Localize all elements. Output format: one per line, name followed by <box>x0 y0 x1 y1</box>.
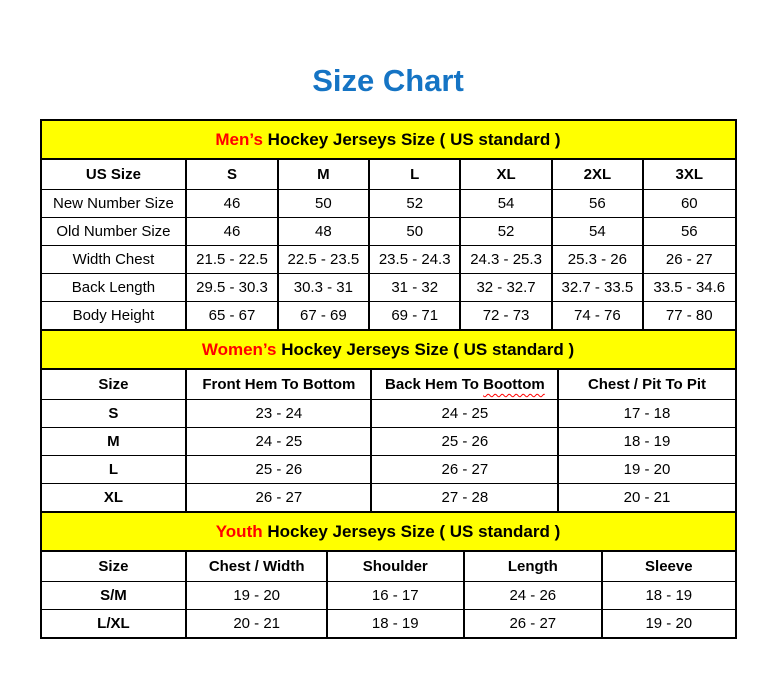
row-label: Body Height <box>42 301 187 329</box>
table-row <box>42 609 735 637</box>
column-header: Chest / Width <box>186 552 327 581</box>
size-value-cell: 50 <box>278 189 369 217</box>
size-value-cell: 48 <box>278 217 369 245</box>
table-row <box>42 217 735 245</box>
table-header-row <box>42 370 735 399</box>
size-value-cell: 24 - 25 <box>371 399 558 427</box>
size-value-cell: 50 <box>369 217 460 245</box>
size-value-cell: 31 - 32 <box>369 273 460 301</box>
size-value-cell: 60 <box>643 189 734 217</box>
size-value-cell: 18 - 19 <box>327 609 464 637</box>
column-header-text: Back Hem To <box>385 375 479 393</box>
size-value-cell: 25 - 26 <box>371 427 558 455</box>
column-header: L <box>369 160 460 189</box>
size-value-cell: 69 - 71 <box>369 301 460 329</box>
table-row <box>42 455 735 483</box>
table-row <box>42 427 735 455</box>
section-header-womens-highlight: Women’s <box>201 340 277 359</box>
size-value-cell: 23.5 - 24.3 <box>369 245 460 273</box>
size-value-cell: 46 <box>186 217 277 245</box>
size-value-cell: 54 <box>552 217 643 245</box>
size-value-cell: 26 - 27 <box>464 609 603 637</box>
size-value-cell: 32.7 - 33.5 <box>552 273 643 301</box>
column-header: Front Hem To Bottom <box>186 370 371 399</box>
section-header-womens-text: Hockey Jerseys Size ( US standard ) <box>281 340 575 359</box>
size-value-cell: 56 <box>643 217 734 245</box>
size-value-cell: 52 <box>369 189 460 217</box>
size-value-cell: 20 - 21 <box>186 609 327 637</box>
table-row <box>42 399 735 427</box>
column-header: 3XL <box>643 160 734 189</box>
table-row <box>42 581 735 609</box>
table-row <box>42 245 735 273</box>
table-header-row <box>42 160 735 189</box>
size-value-cell: 18 - 19 <box>558 427 734 455</box>
page-title: Size Chart <box>312 63 464 98</box>
row-label: Width Chest <box>42 245 187 273</box>
size-value-cell: 17 - 18 <box>558 399 734 427</box>
size-chart-table-group <box>40 119 737 639</box>
size-value-cell: 25.3 - 26 <box>552 245 643 273</box>
table-row <box>42 301 735 329</box>
size-value-cell: 25 - 26 <box>186 455 371 483</box>
size-value-cell: 26 - 27 <box>643 245 734 273</box>
table-row <box>42 189 735 217</box>
size-value-cell: 77 - 80 <box>665 306 713 324</box>
section-header-mens-text: Hockey Jerseys Size ( US standard ) <box>267 130 561 149</box>
size-value-cell: 46 <box>186 189 277 217</box>
table-row <box>42 273 735 301</box>
size-value-cell: 72 - 73 <box>460 301 551 329</box>
size-value-cell: 23 - 24 <box>186 399 371 427</box>
size-value-cell: 24 - 26 <box>464 581 603 609</box>
column-header: 2XL <box>552 160 643 189</box>
size-value-cell: 33.5 - 34.6 <box>643 273 734 301</box>
column-header: US Size <box>42 160 187 189</box>
size-value-cell: 20 - 21 <box>623 488 671 506</box>
size-value-cell: 26 - 27 <box>186 483 371 511</box>
size-value-cell: 65 - 67 <box>186 301 277 329</box>
section-header-mens <box>42 121 735 160</box>
column-header: Chest / Pit To Pit <box>558 370 734 399</box>
table-header-row <box>42 552 735 581</box>
size-value-cell: 22.5 - 23.5 <box>278 245 369 273</box>
size-value-cell: 19 - 20 <box>558 455 734 483</box>
size-value-cell: 24 - 25 <box>186 427 371 455</box>
section-header-youth <box>42 511 735 552</box>
size-value-cell: 52 <box>460 217 551 245</box>
misspelled-word-underlined: Boottom <box>483 375 545 393</box>
row-label: L <box>42 455 187 483</box>
size-value-cell: 54 <box>460 189 551 217</box>
womens-size-table <box>42 370 735 511</box>
size-value-cell: 18 - 19 <box>602 581 734 609</box>
section-header-youth-text: Hockey Jerseys Size ( US standard ) <box>267 522 561 541</box>
size-value-cell: 26 - 27 <box>371 455 558 483</box>
column-header: Length <box>464 552 603 581</box>
size-value-cell: 30.3 - 31 <box>278 273 369 301</box>
section-header-mens-highlight: Men’s <box>215 130 263 149</box>
row-label: M <box>42 427 187 455</box>
size-value-cell: 16 - 17 <box>327 581 464 609</box>
column-header: Shoulder <box>327 552 464 581</box>
size-value-cell: 74 - 76 <box>552 301 643 329</box>
row-label: Old Number Size <box>42 217 187 245</box>
row-label: S/M <box>42 581 187 609</box>
size-value-cell: 27 - 28 <box>371 483 558 511</box>
row-label: New Number Size <box>42 189 187 217</box>
mens-size-table <box>42 160 735 329</box>
size-value-cell: 24.3 - 25.3 <box>460 245 551 273</box>
column-header: M <box>278 160 369 189</box>
size-value-cell: 19 - 20 <box>645 614 693 632</box>
table-row <box>42 483 735 511</box>
row-label: S <box>42 399 187 427</box>
column-header <box>371 370 558 399</box>
section-header-womens <box>42 329 735 370</box>
column-header: Size <box>42 552 187 581</box>
size-value-cell: 56 <box>552 189 643 217</box>
row-label: L/XL <box>42 609 187 637</box>
size-value-cell: 67 - 69 <box>278 301 369 329</box>
size-value-cell: 32 - 32.7 <box>460 273 551 301</box>
column-header: S <box>186 160 277 189</box>
column-header: Size <box>42 370 187 399</box>
row-label: XL <box>42 483 187 511</box>
row-label: Back Length <box>42 273 187 301</box>
youth-size-table <box>42 552 735 637</box>
size-value-cell: 29.5 - 30.3 <box>186 273 277 301</box>
section-header-youth-highlight: Youth <box>215 522 263 541</box>
size-value-cell: 21.5 - 22.5 <box>186 245 277 273</box>
column-header: Sleeve <box>602 552 734 581</box>
size-value-cell: 19 - 20 <box>186 581 327 609</box>
column-header: XL <box>460 160 551 189</box>
